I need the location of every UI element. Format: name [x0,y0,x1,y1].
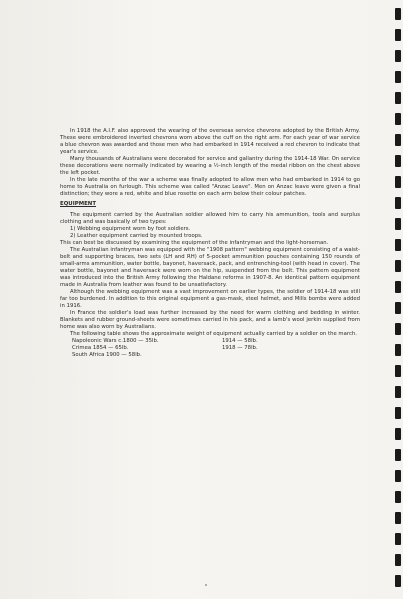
equipment-list [60,226,360,240]
binding-hole [395,428,401,440]
binding-hole [395,29,401,41]
binding-hole [395,260,401,272]
body-text [60,128,360,360]
weight-table [72,338,360,359]
paragraph: In the late months of the war a scheme was finally adopted to allow men who had embarked in 1914 to go home to Australia on furlough. This scheme was called "Anzac Leave". Men on Anzac leave were given a final distinction; they wore a red, white and blue rosette on each arm below their colour patches. [60,177,360,198]
binding-hole [395,134,401,146]
paragraph: Many thousands of Australians were decorated for service and gallantry during the 1914-18 War. On service these decorations were normally indicated by wearing a ½-inch length of the medal ribbon on the chest above the left pocket. [60,156,360,177]
binding-hole [395,491,401,503]
table-cell: Napoleonic Wars c.1800 — 35lb. [72,338,159,345]
section-heading: EQUIPMENT [60,201,97,208]
paragraph: In 1918 the A.I.F. also approved the wearing of the overseas service chevrons adopted by the British Army. These were embroidered inverted chevrons worn above the cuff on the right arm. For each year of war service a blue chevron was awarded and those men who had embarked in 1914 received a red chevron to indicate that year's service. [60,128,360,156]
paragraph: Although the webbing equipment was a vast improvement on earlier types, the soldier of 1914-18 was still far too burdened. In addition to this original equipment a gas-mask, steel helmet, and Mills bombs were added in 1916. [60,289,360,310]
table-cell [222,352,342,359]
binding-hole [395,92,401,104]
spiral-binding [389,0,403,599]
paragraph: This can best be discussed by examining the equipment of the infantryman and the light-horseman. [60,239,329,246]
binding-hole [395,449,401,461]
binding-hole [395,323,401,335]
paragraph: The equipment carried by the Australian soldier allowed him to carry his ammunition, tools and surplus clothing and was basically of two types: [60,211,360,225]
page-speck [205,584,207,586]
table-cell: 1914 — 58lb. [222,338,258,345]
binding-hole [395,344,401,356]
binding-hole [395,554,401,566]
binding-hole [395,533,401,545]
paragraph: In France the soldier's load was further increased by the need for warm clothing and bedding in winter. Blankets and rubber ground-sheets were sometimes carried in his pack, and a lamb's wool jerkin supplied from home was also worn by Australians. [60,310,360,331]
binding-hole [395,218,401,230]
binding-hole [395,197,401,209]
binding-hole [395,155,401,167]
binding-hole [395,8,401,20]
binding-hole [395,470,401,482]
list-item: 1) Webbing equipment worn by foot soldiers. [70,225,191,232]
binding-hole [395,512,401,524]
binding-hole [395,365,401,377]
binding-hole [395,386,401,398]
binding-hole [395,575,401,587]
binding-hole [395,302,401,314]
binding-hole [395,50,401,62]
binding-hole [395,176,401,188]
binding-hole [395,407,401,419]
binding-hole [395,113,401,125]
list-item: 2) Leather equipment carried by mounted troops. [70,232,203,239]
binding-hole [395,239,401,251]
paragraph: The Australian infantryman was equipped with the "1908 pattern" webbing equipment consisting of a waist-belt and supporting braces, two sets (LH and RH) of 5-pocket ammunition pouches containing 150 rounds of small-arms ammunition, water bottle, bayonet, haversack, pack, and entrenching-tool (with head in cover). The water bottle, bayonet and haversack were worn on the hip, suspended from the belt. This pattern equipment was introduced into the British Army following the Haldane reforms in 1907-8. An identical pattern equipment made in Australia from leather was found to be unsatisfactory. [60,246,360,288]
table-cell: Crimea 1854 — 65lb. [72,345,129,352]
paragraph: The following table shows the approximate weight of equipment actually carried by a soldier on the march. [70,331,357,338]
binding-hole [395,71,401,83]
binding-hole [395,281,401,293]
table-cell: 1918 — 78lb. [222,345,258,352]
table-cell: South Africa 1900 — 58lb. [72,352,142,359]
